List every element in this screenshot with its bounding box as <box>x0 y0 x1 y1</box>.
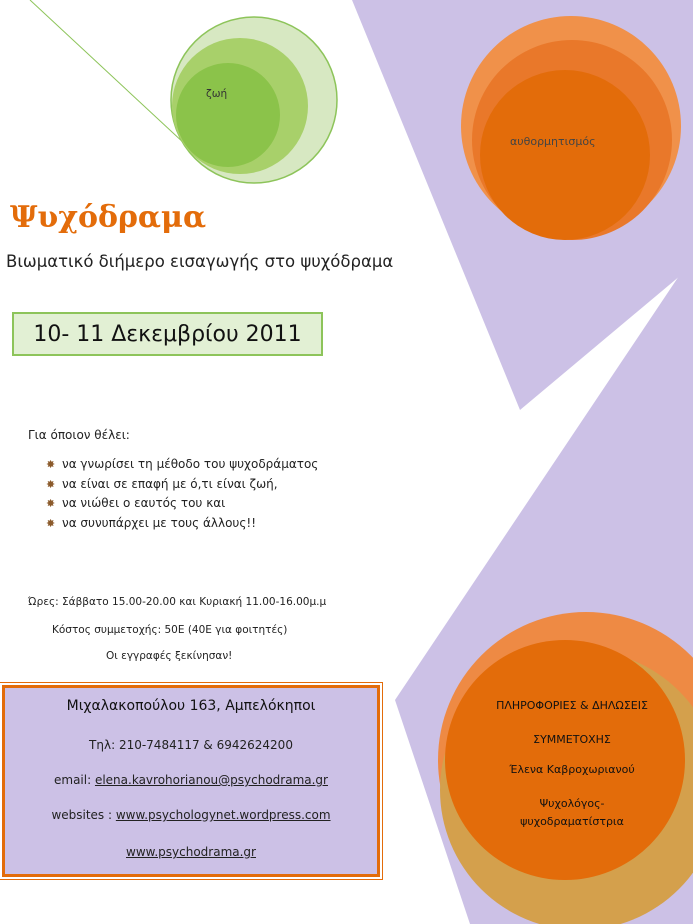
cost-text: Κόστος συμμετοχής: 50Ε (40Ε για φοιτητές) <box>52 624 288 636</box>
audience-list <box>46 455 318 533</box>
website-row-2 <box>5 845 377 859</box>
orange-circle-inner <box>480 70 650 240</box>
role-line-1: Ψυχολόγος- <box>539 797 605 810</box>
page-title: Ψυχόδραμα <box>10 200 207 235</box>
websites-row <box>5 808 377 822</box>
orange-circle-label: αυθορμητισμός <box>510 135 596 148</box>
hours-text: Ώρες: Σάββατο 15.00-20.00 και Κυριακή 11.00-16.00μ.μ <box>28 596 327 608</box>
green-circle-inner <box>176 63 280 167</box>
email-label: email: <box>54 773 95 787</box>
audience-intro: Για όποιον θέλει: <box>28 428 130 442</box>
email-row <box>5 773 377 787</box>
date-box <box>12 312 323 356</box>
bottom-circle-orange <box>445 640 685 880</box>
bullet-star-icon: ✸ <box>46 477 56 491</box>
registration-text: Οι εγγραφές ξεκίνησαν! <box>106 650 233 662</box>
green-circle-label: ζωή <box>206 88 228 100</box>
list-item: ✸ να γνωρίσει τη μέθοδο του ψυχοδράματος <box>46 455 318 475</box>
contact-box <box>2 685 380 877</box>
website-link-2[interactable]: www.psychodrama.gr <box>126 845 256 859</box>
list-item: ✸ να συνυπάρχει με τους άλλους!! <box>46 514 318 534</box>
phone-text: Τηλ: 210-7484117 & 6942624200 <box>89 738 293 752</box>
bullet-star-icon: ✸ <box>46 497 56 510</box>
list-item: ✸ να είναι σε επαφή με ό,τι είναι ζωή, <box>46 475 318 495</box>
role-line-2: ψυχοδραματίστρια <box>520 815 624 828</box>
event-date: 10- 11 Δεκεμβρίου 2011 <box>33 322 302 347</box>
address: Μιχαλακοπούλου 163, Αμπελόκηποι <box>66 698 316 714</box>
email-link[interactable]: elena.kavrohorianou@psychodrama.gr <box>94 773 328 787</box>
info-heading: ΠΛΗΡΟΦΟΡΙΕΣ & ΔΗΛΩΣΕΙΣ <box>496 699 648 712</box>
list-item: ✸ να νιώθει ο εαυτός του και <box>46 494 318 514</box>
bullet-star-icon: ✸ <box>46 516 56 530</box>
website-link-1[interactable]: www.psychologynet.wordpress.com <box>115 808 331 822</box>
bullet-star-icon: ✸ <box>46 458 56 471</box>
info-heading-2: ΣΥΜΜΕΤΟΧΗΣ <box>533 733 611 746</box>
contact-name: Έλενα Καβροχωριανού <box>509 763 635 776</box>
subtitle: Βιωματικό διήμερο εισαγωγής στο ψυχόδραμα <box>6 252 394 271</box>
websites-label: websites : <box>51 808 116 822</box>
